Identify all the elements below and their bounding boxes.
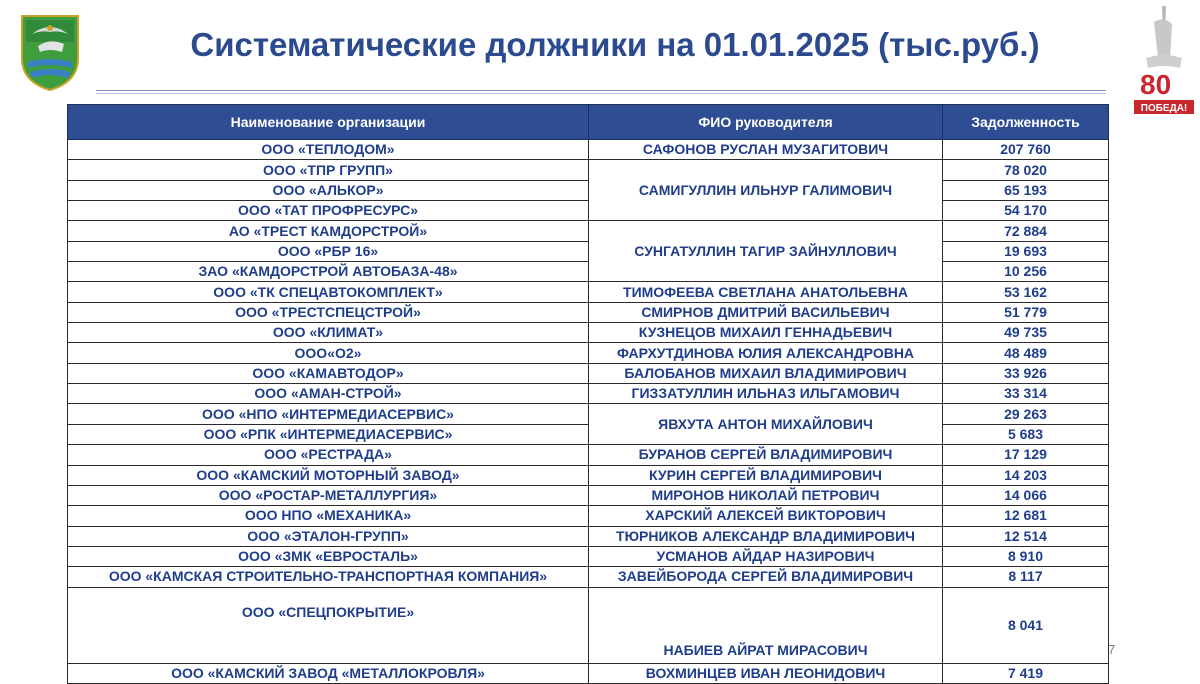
debt-cell: 51 779 [943, 302, 1109, 322]
manager-cell: ВОХМИНЦЕВ ИВАН ЛЕОНИДОВИЧ [589, 663, 943, 683]
manager-cell: НАБИЕВ АЙРАТ МИРАСОВИЧ [589, 587, 943, 663]
title-divider [96, 90, 1106, 94]
table-row [68, 201, 1109, 221]
manager-cell: СМИРНОВ ДМИТРИЙ ВАСИЛЬЕВИЧ [589, 302, 943, 322]
table-row [68, 282, 1109, 302]
organization-cell: ООО «НПО «ИНТЕРМЕДИАСЕРВИС» [68, 404, 589, 424]
manager-cell: ЗАВЕЙБОРОДА СЕРГЕЙ ВЛАДИМИРОВИЧ [589, 567, 943, 587]
table-header-row [68, 105, 1109, 140]
debt-cell: 49 735 [943, 323, 1109, 343]
table-row [68, 567, 1109, 587]
debt-cell: 8 117 [943, 567, 1109, 587]
table-row [68, 506, 1109, 526]
debt-cell: 14 203 [943, 465, 1109, 485]
table-row [68, 384, 1109, 404]
table-row [68, 526, 1109, 546]
city-coat-of-arms-icon [18, 12, 82, 92]
organization-cell: АО «ТРЕСТ КАМДОРСТРОЙ» [68, 221, 589, 241]
organization-cell: ООО «РБР 16» [68, 241, 589, 261]
debt-cell: 17 129 [943, 445, 1109, 465]
organization-cell: ООО «РПК «ИНТЕРМЕДИАСЕРВИС» [68, 424, 589, 444]
debt-cell: 207 760 [943, 140, 1109, 160]
header-manager: ФИО руководителя [589, 105, 943, 140]
victory-80-emblem-icon [1132, 2, 1196, 116]
header-debt: Задолженность [943, 105, 1109, 140]
table-row [68, 302, 1109, 322]
table-row [68, 424, 1109, 444]
organization-cell: ООО «РЕСТРАДА» [68, 445, 589, 465]
manager-cell: ГИЗЗАТУЛЛИН ИЛЬНАЗ ИЛЬГАМОВИЧ [589, 384, 943, 404]
table-row [68, 404, 1109, 424]
debt-cell: 8 910 [943, 546, 1109, 566]
table-row [68, 663, 1109, 683]
table-row [68, 587, 1109, 663]
debt-cell: 8 041 [943, 587, 1109, 663]
organization-cell: ООО «ТРЕСТСПЕЦСТРОЙ» [68, 302, 589, 322]
manager-cell: КУЗНЕЦОВ МИХАИЛ ГЕННАДЬЕВИЧ [589, 323, 943, 343]
table-body [68, 140, 1109, 684]
organization-cell: ООО «КАМСКИЙ ЗАВОД «МЕТАЛЛОКРОВЛЯ» [68, 663, 589, 683]
debt-cell: 48 489 [943, 343, 1109, 363]
table-row [68, 180, 1109, 200]
manager-cell: УСМАНОВ АЙДАР НАЗИРОВИЧ [589, 546, 943, 566]
debt-cell: 33 314 [943, 384, 1109, 404]
table-row [68, 140, 1109, 160]
manager-cell: САФОНОВ РУСЛАН МУЗАГИТОВИЧ [589, 140, 943, 160]
organization-cell: ООО «АМАН-СТРОЙ» [68, 384, 589, 404]
table-row [68, 465, 1109, 485]
page-number: 7 [1108, 642, 1116, 657]
organization-cell: ООО «ТК СПЕЦАВТОКОМПЛЕКТ» [68, 282, 589, 302]
debt-cell: 5 683 [943, 424, 1109, 444]
manager-cell: ТЮРНИКОВ АЛЕКСАНДР ВЛАДИМИРОВИЧ [589, 526, 943, 546]
debt-cell: 33 926 [943, 363, 1109, 383]
badge-text: ПОБЕДА! [1140, 103, 1188, 114]
organization-cell: ООО «ЗМК «ЕВРОСТАЛЬ» [68, 546, 589, 566]
organization-cell: ООО «КАМАВТОДОР» [68, 363, 589, 383]
manager-cell: ТИМОФЕЕВА СВЕТЛАНА АНАТОЛЬЕВНА [589, 282, 943, 302]
debtors-table [67, 104, 1109, 684]
table-row [68, 546, 1109, 566]
debt-cell: 54 170 [943, 201, 1109, 221]
debt-cell: 14 066 [943, 485, 1109, 505]
manager-cell: СУНГАТУЛЛИН ТАГИР ЗАЙНУЛЛОВИЧ [589, 221, 943, 282]
organization-cell: ООО «РОСТАР-МЕТАЛЛУРГИЯ» [68, 485, 589, 505]
table-row [68, 343, 1109, 363]
table-row [68, 363, 1109, 383]
organization-cell: ООО «ТАТ ПРОФРЕСУРС» [68, 201, 589, 221]
organization-cell: ООО «СПЕЦПОКРЫТИЕ» [68, 587, 589, 663]
debt-cell: 29 263 [943, 404, 1109, 424]
organization-cell: ООО«О2» [68, 343, 589, 363]
organization-cell: ООО «ТПР ГРУПП» [68, 160, 589, 180]
organization-cell: ООО НПО «МЕХАНИКА» [68, 506, 589, 526]
badge-number: 80 [1140, 69, 1172, 100]
organization-cell: ООО «КЛИМАТ» [68, 323, 589, 343]
organization-cell: ООО «ТЕПЛОДОМ» [68, 140, 589, 160]
table-row [68, 262, 1109, 282]
manager-cell: ХАРСКИЙ АЛЕКСЕЙ ВИКТОРОВИЧ [589, 506, 943, 526]
organization-cell: ООО «ЭТАЛОН-ГРУПП» [68, 526, 589, 546]
table-row [68, 160, 1109, 180]
manager-cell: САМИГУЛЛИН ИЛЬНУР ГАЛИМОВИЧ [589, 160, 943, 221]
debt-cell: 12 681 [943, 506, 1109, 526]
organization-cell: ООО «КАМСКАЯ СТРОИТЕЛЬНО-ТРАНСПОРТНАЯ КОМПАНИЯ» [68, 567, 589, 587]
manager-cell: ФАРХУТДИНОВА ЮЛИЯ АЛЕКСАНДРОВНА [589, 343, 943, 363]
debt-cell: 78 020 [943, 160, 1109, 180]
debt-cell: 19 693 [943, 241, 1109, 261]
manager-cell: КУРИН СЕРГЕЙ ВЛАДИМИРОВИЧ [589, 465, 943, 485]
debt-cell: 12 514 [943, 526, 1109, 546]
table-row [68, 221, 1109, 241]
page-title: Систематические должники на 01.01.2025 (тыс.руб.) [190, 26, 1040, 63]
debt-cell: 72 884 [943, 221, 1109, 241]
table-row [68, 445, 1109, 465]
debt-cell: 65 193 [943, 180, 1109, 200]
table-row [68, 241, 1109, 261]
header-organization: Наименование организации [68, 105, 589, 140]
table-row [68, 485, 1109, 505]
manager-cell: БАЛОБАНОВ МИХАИЛ ВЛАДИМИРОВИЧ [589, 363, 943, 383]
debt-cell: 10 256 [943, 262, 1109, 282]
manager-cell: МИРОНОВ НИКОЛАЙ ПЕТРОВИЧ [589, 485, 943, 505]
manager-cell: ЯВХУТА АНТОН МИХАЙЛОВИЧ [589, 404, 943, 445]
organization-cell: ООО «КАМСКИЙ МОТОРНЫЙ ЗАВОД» [68, 465, 589, 485]
debt-cell: 7 419 [943, 663, 1109, 683]
table-row [68, 323, 1109, 343]
organization-cell: ЗАО «КАМДОРСТРОЙ АВТОБАЗА-48» [68, 262, 589, 282]
organization-cell: ООО «АЛЬКОР» [68, 180, 589, 200]
debt-cell: 53 162 [943, 282, 1109, 302]
manager-cell: БУРАНОВ СЕРГЕЙ ВЛАДИМИРОВИЧ [589, 445, 943, 465]
